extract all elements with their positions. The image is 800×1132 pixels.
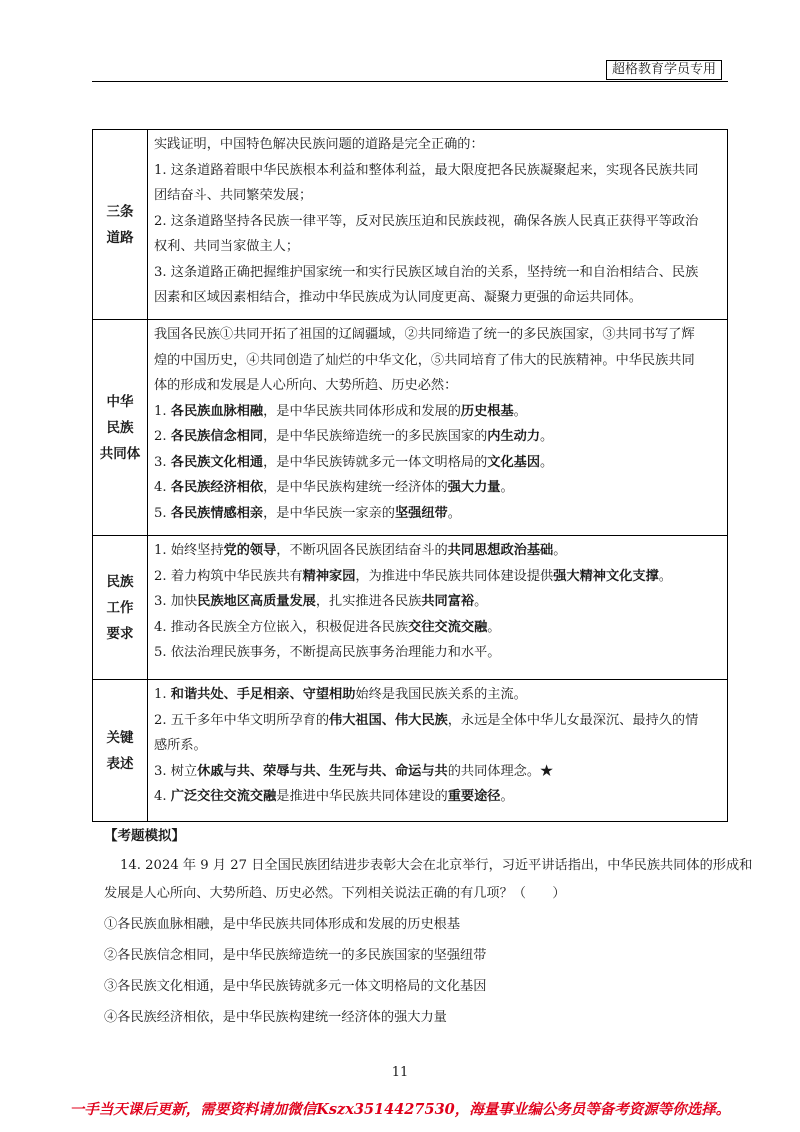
content-line bbox=[154, 450, 721, 476]
table-row bbox=[93, 320, 728, 536]
bold-phrase: 内生动力 bbox=[487, 429, 541, 444]
content-line bbox=[154, 399, 721, 425]
row-label-line: 民族 bbox=[106, 419, 134, 436]
text-segment: 。 bbox=[447, 505, 461, 521]
text-segment: 。 bbox=[658, 568, 672, 584]
text-segment: 权利、共同当家做主人； bbox=[154, 239, 300, 254]
row-label-line: 工作 bbox=[106, 599, 134, 616]
table-row bbox=[93, 130, 728, 320]
bold-phrase: 精神家园 bbox=[302, 568, 356, 584]
row-label bbox=[93, 680, 148, 822]
content-line bbox=[154, 475, 721, 501]
text-segment: ，不断巩固各民族团结奋斗的 bbox=[276, 543, 448, 558]
bold-phrase: 党的领导 bbox=[223, 543, 277, 558]
bold-phrase: 交往交流交融 bbox=[408, 619, 488, 635]
content-line bbox=[154, 589, 721, 615]
text-segment: ，是中华民族铸就多元一体文明格局的 bbox=[263, 454, 488, 470]
text-segment: 感所系。 bbox=[154, 738, 207, 753]
bold-phrase: 文化基因 bbox=[487, 454, 541, 470]
text-segment: ，是中华民族共同体形成和发展的 bbox=[263, 403, 461, 419]
page-number: 11 bbox=[391, 1065, 409, 1080]
text-segment: 。 bbox=[553, 543, 567, 558]
text-segment: 4. 推动各民族全方位嵌入，积极促进各民族 bbox=[154, 619, 409, 635]
text-segment: 因素和区域因素相结合，推动中华民族成为认同度更高、凝聚力更强的命运共同体。 bbox=[154, 290, 642, 305]
option-1: ①各民族血脉相融，是中华民族共同体形成和发展的历史根基 bbox=[104, 917, 461, 932]
text-segment: 实践证明，中国特色解决民族问题的道路是完全正确的： bbox=[154, 137, 484, 152]
text-segment: 5. 依法治理民族事务，不断提高民族事务治理能力和水平。 bbox=[154, 645, 501, 660]
content-line bbox=[154, 183, 721, 209]
text-segment: ，是中华民族一家亲的 bbox=[263, 505, 395, 521]
bold-phrase: 坚强纽带 bbox=[394, 505, 448, 521]
bold-phrase: 共同富裕 bbox=[421, 594, 475, 609]
row-label-line: 道路 bbox=[106, 229, 134, 246]
text-segment: 的共同体理念。★ bbox=[447, 763, 554, 779]
knowledge-table bbox=[92, 129, 728, 822]
content-line bbox=[154, 759, 721, 785]
bold-phrase: 强大力量 bbox=[447, 480, 501, 495]
bold-phrase: 各民族文化相通 bbox=[170, 454, 264, 470]
row-label-line: 共同体 bbox=[99, 445, 141, 462]
bold-phrase: 广泛交往交流交融 bbox=[170, 789, 277, 804]
option-4: ④各民族经济相依，是中华民族构建统一经济体的强大力量 bbox=[104, 1010, 447, 1025]
header-divider bbox=[92, 81, 728, 82]
text-segment: 3. 树立 bbox=[154, 763, 198, 779]
text-segment: ，扎实推进各民族 bbox=[315, 594, 422, 609]
content-line bbox=[154, 564, 721, 590]
text-segment: 。 bbox=[500, 789, 514, 804]
content-line bbox=[154, 158, 721, 184]
bold-phrase: 各民族血脉相融 bbox=[170, 403, 264, 419]
text-segment: 1. 始终坚持 bbox=[154, 543, 224, 558]
text-segment: 。 bbox=[500, 480, 514, 495]
text-segment: ，永远是全体中华儿女最深沉、最持久的情 bbox=[447, 712, 699, 728]
content-line bbox=[154, 322, 721, 348]
row-label-line: 要求 bbox=[106, 625, 134, 642]
text-segment: ，是中华民族缔造统一的多民族国家的 bbox=[263, 429, 488, 444]
bold-phrase: 和谐共处、手足相亲、守望相助 bbox=[170, 687, 356, 702]
table-row bbox=[93, 536, 728, 680]
content-line bbox=[154, 132, 721, 158]
content-line bbox=[154, 733, 721, 759]
header-tag: 超格教育学员专用 bbox=[606, 60, 722, 80]
text-segment: 2. 五千多年中华文明所孕育的 bbox=[154, 712, 330, 728]
row-label-line: 三条 bbox=[106, 203, 134, 220]
text-segment: 煌的中国历史，④共同创造了灿烂的中华文化，⑤共同培育了伟大的民族精神。中华民族共同 bbox=[154, 352, 695, 368]
row-label bbox=[93, 536, 148, 680]
text-segment: 3. 这条道路正确把握维护国家统一和实行民族区域自治的关系，坚持统一和自治相结合、民族 bbox=[154, 264, 699, 280]
text-segment: 。 bbox=[540, 429, 554, 444]
text-segment: ，为推进中华民族共同体建设提供 bbox=[355, 568, 554, 584]
text-segment: 。 bbox=[474, 594, 488, 609]
text-segment: 2. 着力构筑中华民族共有 bbox=[154, 568, 303, 584]
text-segment: 1. bbox=[154, 687, 171, 702]
content-line bbox=[154, 615, 721, 641]
row-label-line: 关键 bbox=[106, 729, 134, 746]
bold-phrase: 强大精神文化支撑 bbox=[553, 568, 659, 584]
content-line bbox=[154, 501, 721, 527]
bold-phrase: 休戚与共、荣辱与共、生死与共、命运与共 bbox=[197, 763, 448, 779]
content-line bbox=[154, 285, 721, 311]
bold-phrase: 各民族信念相同 bbox=[170, 429, 264, 444]
content-line bbox=[154, 260, 721, 286]
footer-note: 一手当天课后更新，需要资料请加微信Kszx3514427530，海量事业编公务员等备考资源等你选择。 bbox=[69, 1101, 731, 1118]
content-line bbox=[154, 708, 721, 734]
content-line bbox=[154, 234, 721, 260]
bold-phrase: 重要途径 bbox=[447, 789, 501, 804]
bold-phrase: 各民族经济相依 bbox=[170, 480, 264, 495]
text-segment: 我国各民族①共同开拓了祖国的辽阔疆域，②共同缔造了统一的多民族国家，③共同书写了辉 bbox=[154, 327, 695, 342]
option-3: ③各民族文化相通，是中华民族铸就多元一体文明格局的文化基因 bbox=[104, 979, 487, 994]
question-line-1: 14. 2024 年 9 月 27 日全国民族团结进步表彰大会在北京举行，习近平讲话指出，中华民族共同体的形成和 bbox=[120, 858, 753, 873]
content-line bbox=[154, 348, 721, 374]
row-content bbox=[148, 320, 728, 536]
text-segment: 4. bbox=[154, 480, 171, 495]
text-segment: 1. bbox=[154, 403, 171, 419]
content-line bbox=[154, 784, 721, 810]
text-segment: 3. bbox=[154, 454, 171, 470]
text-segment: 2. 这条道路坚持各民族一律平等，反对民族压迫和民族歧视，确保各族人民真正获得平等政治 bbox=[154, 213, 699, 229]
content-line bbox=[154, 209, 721, 235]
row-label-line: 中华 bbox=[106, 393, 134, 410]
row-label-line: 民族 bbox=[106, 573, 134, 590]
row-label bbox=[93, 320, 148, 536]
text-segment: 。 bbox=[487, 619, 501, 635]
bold-phrase: 历史根基 bbox=[460, 403, 514, 419]
exam-heading: 【考题模拟】 bbox=[104, 828, 185, 844]
row-label bbox=[93, 130, 148, 320]
text-segment: 体的形成和发展是人心所向、大势所趋、历史必然： bbox=[154, 378, 458, 393]
content-line bbox=[154, 538, 721, 564]
text-segment: ，是中华民族构建统一经济体的 bbox=[263, 480, 448, 495]
content-line bbox=[154, 682, 721, 708]
text-segment: 4. bbox=[154, 789, 171, 804]
text-segment: 始终是我国民族关系的主流。 bbox=[355, 687, 527, 702]
text-segment: 。 bbox=[513, 403, 527, 419]
option-2: ②各民族信念相同，是中华民族缔造统一的多民族国家的坚强纽带 bbox=[104, 948, 487, 963]
bold-phrase: 伟大祖国、伟大民族 bbox=[329, 712, 448, 728]
content-line bbox=[154, 640, 721, 666]
row-content bbox=[148, 130, 728, 320]
content-line bbox=[154, 373, 721, 399]
content-line bbox=[154, 424, 721, 450]
text-segment: 2. bbox=[154, 429, 171, 444]
question-line-2: 发展是人心所向、大势所趋、历史必然。下列相关说法正确的有几项？（ ） bbox=[104, 886, 566, 901]
bold-phrase: 民族地区高质量发展 bbox=[197, 594, 316, 609]
row-label-line: 表述 bbox=[106, 755, 134, 772]
text-segment: 是推进中华民族共同体建设的 bbox=[276, 789, 448, 804]
text-segment: 。 bbox=[540, 454, 554, 470]
text-segment: 5. bbox=[154, 505, 171, 521]
bold-phrase: 共同思想政治基础 bbox=[447, 543, 554, 558]
text-segment: 团结奋斗、共同繁荣发展； bbox=[154, 188, 313, 203]
table-row bbox=[93, 680, 728, 822]
row-content bbox=[148, 536, 728, 680]
text-segment: 1. 这条道路着眼中华民族根本利益和整体利益，最大限度把各民族凝聚起来，实现各民族共同 bbox=[154, 162, 699, 178]
text-segment: 3. 加快 bbox=[154, 594, 198, 609]
bold-phrase: 各民族情感相亲 bbox=[170, 505, 264, 521]
row-content bbox=[148, 680, 728, 822]
